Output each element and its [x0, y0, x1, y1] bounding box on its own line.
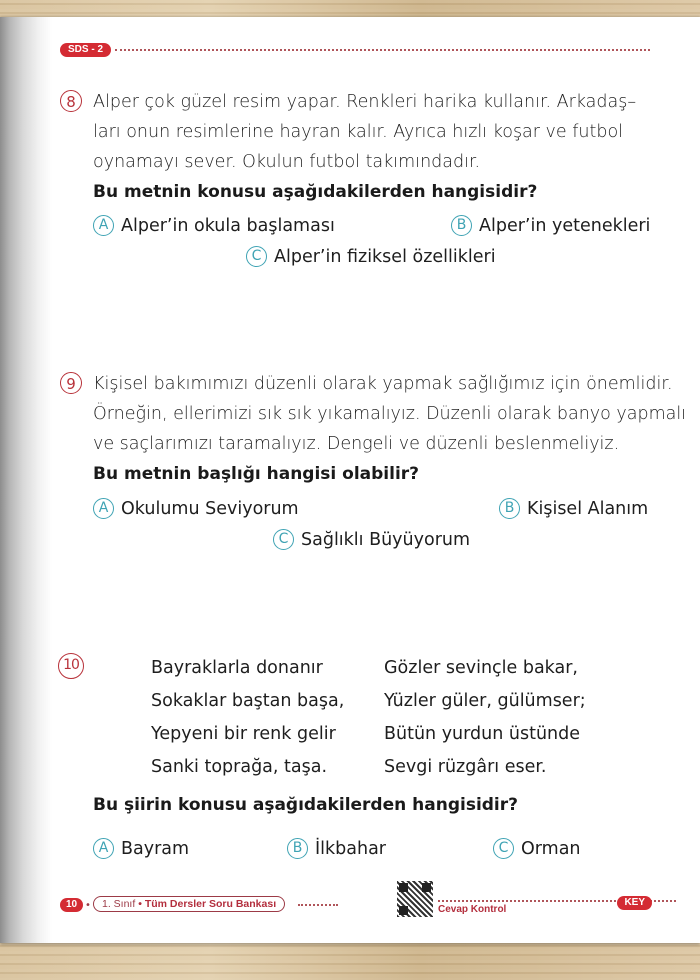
option-letter-a: A — [93, 838, 114, 859]
question-9 — [60, 369, 687, 560]
question-prompt: Bu şiirin konusu aşağıdakilerden hangisidir? — [93, 795, 519, 815]
option-text: İlkbahar — [315, 838, 386, 859]
option-letter-b: B — [287, 838, 308, 859]
option-letter-a: A — [93, 498, 114, 519]
option-letter-c: C — [493, 838, 514, 859]
poem-right-column — [384, 652, 586, 784]
option-text: Bayram — [121, 838, 190, 859]
poem-line: Bayraklarla donanır — [151, 658, 323, 678]
poem-line: Yepyeni bir renk gelir — [151, 724, 336, 744]
option-text: Alper’in fiziksel özellikleri — [274, 246, 496, 267]
section-header — [60, 43, 650, 57]
option-a[interactable] — [93, 215, 335, 236]
option-a[interactable] — [93, 498, 299, 519]
dotted-divider — [115, 49, 650, 51]
question-10 — [60, 652, 660, 872]
answer-check-label: Cevap Kontrol — [438, 904, 507, 915]
option-c[interactable] — [273, 529, 470, 550]
page-number-badge: 10 — [60, 898, 83, 912]
passage-line: Kişisel bakımımızı düzenli olarak yapmak sağlığımız için önemlidir. — [93, 374, 673, 394]
book-title: Tüm Dersler Soru Bankası — [144, 898, 277, 910]
passage-line: Alper çok güzel resim yapar. Renkleri harika kullanır. Arkadaş– — [93, 92, 637, 112]
option-letter-b: B — [499, 498, 520, 519]
option-text: Kişisel Alanım — [527, 498, 649, 519]
separator-dot: • — [85, 900, 91, 911]
option-c[interactable] — [493, 838, 581, 859]
book-title-pill — [93, 896, 285, 912]
option-text: Okulumu Seviyorum — [121, 498, 299, 519]
poem-line: Gözler sevinçle bakar, — [384, 658, 578, 678]
question-number-badge: 8 — [60, 90, 82, 112]
option-letter-c: C — [273, 529, 294, 550]
answer-options — [93, 215, 660, 277]
poem-line: Bütün yurdun üstünde — [384, 724, 581, 744]
section-badge: SDS - 2 — [60, 43, 111, 57]
passage-line: ve saçlarımızı taramalıyız. Dengeli ve düzenli beslenmeliyiz. — [93, 434, 620, 454]
option-c[interactable] — [246, 246, 496, 267]
option-text: Sağlıklı Büyüyorum — [301, 529, 471, 550]
poem-line: Sevgi rüzgârı eser. — [384, 757, 547, 777]
option-text: Orman — [521, 838, 581, 859]
option-letter-a: A — [93, 215, 114, 236]
question-number-badge: 10 — [58, 653, 84, 679]
passage-line: oynamayı sever. Okulun futbol takımındadır. — [93, 152, 481, 172]
option-b[interactable] — [499, 498, 648, 519]
question-prompt: Bu metnin konusu aşağıdakilerden hangisidir? — [93, 182, 538, 202]
dotted-divider — [298, 904, 338, 906]
book-separator: • — [138, 898, 142, 910]
option-b[interactable] — [287, 838, 386, 859]
question-8 — [60, 87, 660, 277]
answer-options — [93, 838, 653, 900]
poem-line: Sokaklar baştan başa, — [151, 691, 345, 711]
option-text: Alper’in yetenekleri — [479, 215, 651, 236]
question-prompt: Bu metnin başlığı hangisi olabilir? — [93, 464, 420, 484]
book-grade: 1. Sınıf — [102, 898, 136, 910]
option-b[interactable] — [451, 215, 650, 236]
question-passage — [93, 369, 687, 459]
question-passage — [93, 87, 660, 177]
question-number-badge: 9 — [60, 372, 82, 394]
option-a[interactable] — [93, 838, 189, 859]
page-footer — [60, 895, 652, 917]
poem-left-column — [151, 652, 344, 784]
option-letter-c: C — [246, 246, 267, 267]
key-badge: KEY — [617, 896, 652, 910]
passage-line: Örneğin, ellerimizi sık sık yıkamalıyız. Düzenli olarak banyo yapmalı — [93, 404, 687, 424]
poem-line: Yüzler güler, gülümser; — [384, 691, 586, 711]
passage-line: ları onun resimlerine hayran kalır. Ayrıca hızlı koşar ve futbol — [93, 122, 624, 142]
poem-line: Sanki toprağa, taşa. — [151, 757, 328, 777]
wood-background-bottom — [0, 942, 700, 980]
answer-options — [93, 498, 660, 560]
qr-code-icon[interactable] — [397, 881, 433, 917]
option-letter-b: B — [451, 215, 472, 236]
option-text: Alper’in okula başlaması — [121, 215, 335, 236]
